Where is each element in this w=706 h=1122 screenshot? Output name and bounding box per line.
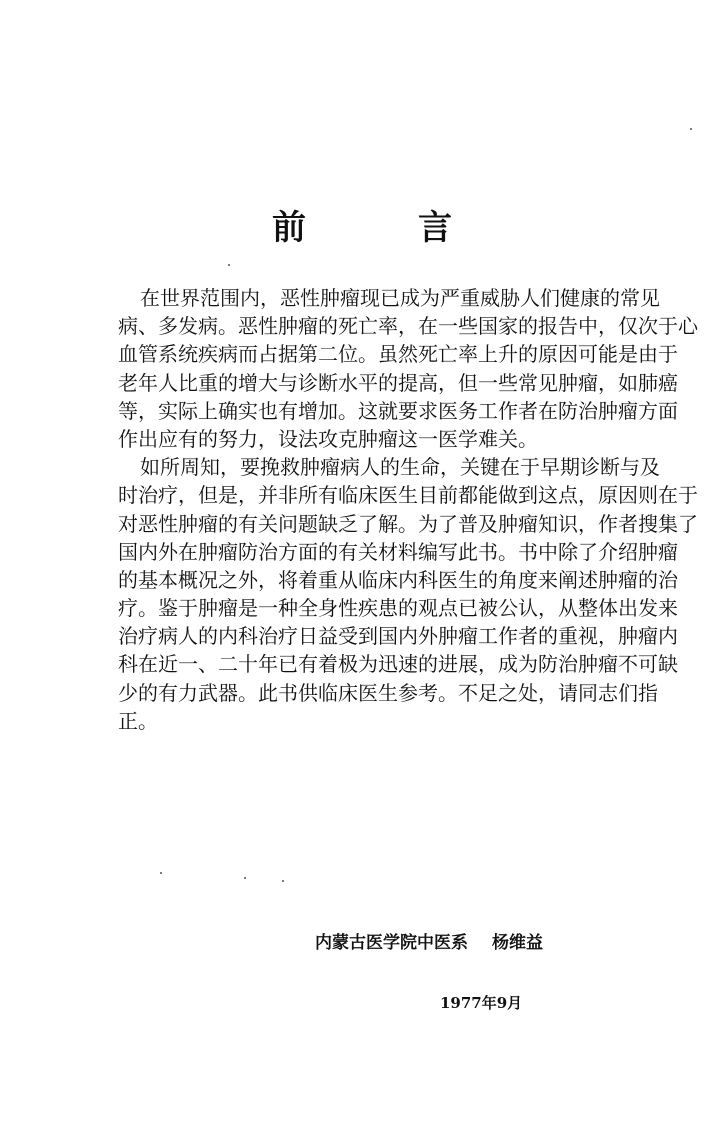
text-line: 病、多发病。恶性肿瘤的死亡率，在一些国家的报告中，仅次于心 [118,314,698,339]
paragraph-1 [118,284,698,453]
paragraph-2 [118,453,698,735]
text-line: 正。 [118,708,158,733]
signature [315,928,543,953]
author-affiliation: 内蒙古医学院中医系 [315,933,468,953]
text-line: 的基本概况之外，将着重从临床内科医生的角度来阐述肿瘤的治 [118,567,678,592]
text-line: 在世界范围内，恶性肿瘤现已成为严重威胁人们健康的常见 [140,286,660,310]
text-line: 治疗病人的内科治疗日益受到国内外肿瘤工作者的重视，肿瘤内 [118,624,678,649]
title-char-2: 言 [418,208,452,248]
scan-speck [244,877,246,879]
text-line: 时治疗，但是，并非所有临床医生目前都能做到这点，原因则在于 [118,483,698,508]
scan-speck [282,880,284,882]
text-line: 等，实际上确实也有增加。这就要求医务工作者在防治肿瘤方面 [118,398,678,423]
author-name: 杨维益 [492,933,543,953]
text-line: 作出应有的努力，设法攻克肿瘤这一医学难关。 [118,426,538,451]
date: 1977年9月 [440,994,523,1012]
text-line: 国内外在肿瘤防治方面的有关材料编写此书。书中除了介绍肿瘤 [118,539,678,564]
scan-speck [690,128,692,130]
text-line: 对恶性肿瘤的有关问题缺乏了解。为了普及肿瘤知识，作者搜集了 [118,511,698,536]
text-line: 血管系统疾病而占据第二位。虽然死亡率上升的原因可能是由于 [118,342,678,367]
scan-speck [228,264,230,266]
text-line: 科在近一、二十年已有着极为迅速的进展，成为防治肿瘤不可缺 [118,652,678,677]
preface-body [118,284,698,735]
scan-speck [160,872,162,874]
title-char-1: 前 [272,208,306,248]
text-line: 疗。鉴于肿瘤是一种全身性疾患的观点已被公认，从整体出发来 [118,596,678,621]
text-line: 少的有力武器。此书供临床医生参考。不足之处，请同志们指 [118,680,658,705]
text-line: 老年人比重的增大与诊断水平的提高，但一些常见肿瘤，如肺癌 [118,370,678,395]
text-line: 如所周知，要挽救肿瘤病人的生命，关键在于早期诊断与及 [140,455,660,480]
